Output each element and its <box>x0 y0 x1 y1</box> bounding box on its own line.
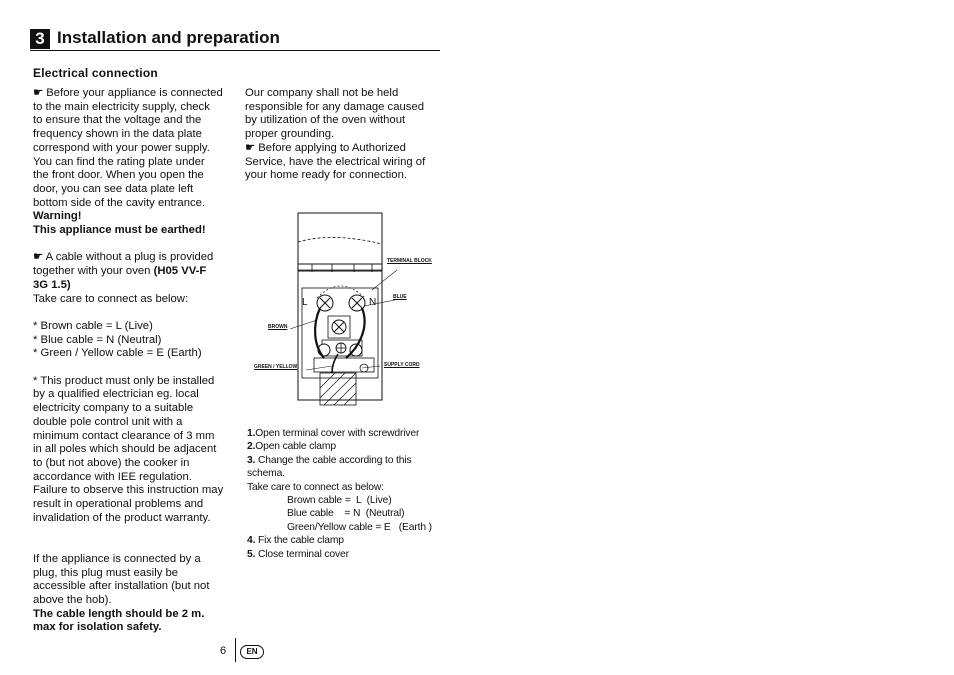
step-line <box>247 494 432 507</box>
step-line <box>247 534 432 547</box>
left-column-line: frequency shown in the data plate <box>33 128 202 141</box>
right-column-line: your home ready for connection. <box>245 169 408 182</box>
left-column-line: 3G 1.5) <box>33 278 71 291</box>
cover-hinge-dashed <box>298 237 382 244</box>
left-column-line: to (but not above) the cooker in <box>33 456 190 469</box>
left-column-line: in all poles which should be adjacent <box>33 443 217 456</box>
right-column-line: proper grounding. <box>245 128 335 141</box>
left-column-line: This appliance must be earthed! <box>33 224 206 237</box>
left-column-line: * This product must only be installed <box>33 374 215 387</box>
step-line <box>247 440 432 453</box>
right-column-line: ☛ Before applying to Authorized <box>245 141 406 154</box>
left-column-line: bottom side of the cavity entrance. <box>33 196 206 209</box>
step-number: 5. <box>247 548 256 560</box>
left-column-line: * Brown cable = L (Live) <box>33 319 153 332</box>
terminal-cover-outline <box>298 213 382 271</box>
page-number: 6 <box>220 645 227 657</box>
step-text: Brown cable = L (Live) <box>287 495 392 507</box>
step-number: 2. <box>247 441 256 453</box>
left-column-line: door, you can see data plate left <box>33 182 194 195</box>
step-line <box>247 427 432 440</box>
left-column-line <box>33 525 223 539</box>
right-column-line: Service, have the electrical wiring of <box>245 155 426 168</box>
step-text: Open terminal cover with screwdriver <box>255 428 420 439</box>
step-line <box>247 467 432 480</box>
label-green-yellow: GREEN / YELLOW <box>254 364 298 370</box>
line-text-bold: (H05 VV-F <box>153 265 207 278</box>
step-text: Close terminal cover <box>255 548 349 560</box>
left-column-line: result in operational problems and <box>33 498 204 511</box>
label-terminal-block: TERMINAL BLOCK <box>387 258 432 264</box>
left-column-line <box>33 539 223 553</box>
step-text: Open cable clamp <box>255 441 336 453</box>
left-column-line: accordance with IEE regulation. <box>33 470 192 483</box>
step-line <box>247 521 432 534</box>
right-column-line: responsible for any damage caused <box>245 100 424 113</box>
step-text: Take care to connect as below: <box>247 481 384 493</box>
step-line <box>247 481 432 494</box>
footer-divider <box>235 638 236 662</box>
left-column-line: to the main electricity supply, check <box>33 100 210 113</box>
terminal-block-diagram <box>262 208 442 413</box>
left-column-line: minimum contact clearance of 3 mm <box>33 429 215 442</box>
step-line <box>247 548 432 561</box>
step-number: 4. <box>247 535 256 547</box>
step-line <box>247 454 432 467</box>
section-title: Installation and preparation <box>57 28 280 47</box>
label-blue: BLUE <box>393 294 407 300</box>
left-column-line: invalidation of the product warranty. <box>33 511 211 524</box>
left-column-line: electricity company to a suitable <box>33 402 194 415</box>
green-yellow-wire <box>332 354 338 373</box>
step-number: 1. <box>247 428 256 439</box>
left-column-line: Warning! <box>33 210 82 223</box>
step-text: Green/Yellow cable = E (Earth ) <box>287 521 432 533</box>
left-column-text <box>33 87 223 635</box>
left-column-line: accessible after installation (but not <box>33 580 210 593</box>
subsection-title: Electrical connection <box>33 66 158 80</box>
left-column-line <box>33 265 223 279</box>
left-column-line: the front door. When you open the <box>33 169 204 182</box>
left-column-line: Failure to observe this instruction may <box>33 484 224 497</box>
label-brown: BROWN <box>268 324 288 330</box>
right-column-text <box>245 87 425 183</box>
left-column-line: You can find the rating plate under <box>33 155 205 168</box>
left-column-line: ☛ Before your appliance is connected <box>33 87 223 99</box>
section-number-badge: 3 <box>30 29 50 49</box>
section-divider <box>30 50 440 51</box>
step-number: 3. <box>247 454 256 466</box>
left-column-line <box>33 306 223 320</box>
left-column-line: plug, this plug must easily be <box>33 566 179 579</box>
left-column-line: * Green / Yellow cable = E (Earth) <box>33 347 202 360</box>
left-column-line: If the appliance is connected by a <box>33 552 201 565</box>
left-column-line: max for isolation safety. <box>33 621 162 634</box>
step-text: Fix the cable clamp <box>255 535 344 547</box>
step-text: Blue cable = N (Neutral) <box>287 508 405 520</box>
left-column-line: The cable length should be 2 m. <box>33 607 205 620</box>
left-column-line <box>33 238 223 252</box>
step-text: schema. <box>247 468 285 480</box>
left-column-line: * Blue cable = N (Neutral) <box>33 333 162 346</box>
line-text: together with your oven <box>33 265 154 278</box>
installation-steps <box>247 427 432 561</box>
step-text: Change the cable according to this <box>255 454 412 466</box>
left-column-line: above the hob). <box>33 593 112 606</box>
right-column-line: Our company shall not be held <box>245 87 399 99</box>
right-column-line: by utilization of the oven without <box>245 114 406 127</box>
left-column-line: correspond with your power supply. <box>33 141 210 154</box>
diagram-label-l: L <box>302 297 308 308</box>
left-column-line: double pole control unit with a <box>33 415 183 428</box>
diagram-label-n: N <box>369 297 377 308</box>
language-badge: EN <box>240 645 264 659</box>
step-line <box>247 507 432 520</box>
label-supply-cord: SUPPLY CORD <box>384 362 420 368</box>
left-column-line <box>33 361 223 375</box>
left-column-line: by a qualified electrician eg. local <box>33 388 199 401</box>
left-column-line: to ensure that the voltage and the <box>33 114 202 127</box>
left-column-line: ☛ A cable without a plug is provided <box>33 251 214 264</box>
left-column-line: Take care to connect as below: <box>33 292 189 305</box>
